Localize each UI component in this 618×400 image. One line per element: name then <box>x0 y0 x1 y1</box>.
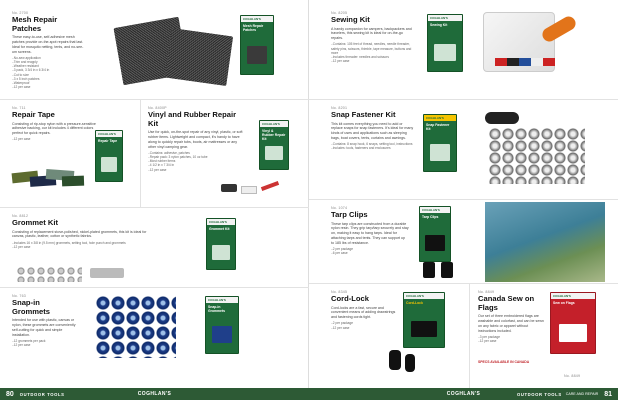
mesh-package: COGHLAN'S Mesh Repair Patches <box>240 15 274 75</box>
mesh-patch-image <box>165 28 233 86</box>
item-description: Consisting of rip-stop nylon with a pressure-sensitive adhesive backing, our kit includes 4 different colors perfect for quick repairs. <box>12 121 96 136</box>
grommet-kit-section <box>0 208 309 288</box>
grommet-rings-image <box>16 266 82 282</box>
snapin-grommets-section <box>0 288 309 388</box>
subsection-name: CARE AND REPAIR <box>565 392 599 396</box>
item-title: Grommet Kit <box>12 218 58 227</box>
item-number: No. 8201 <box>331 106 348 110</box>
item-bullets: – Contains: 8 snap hook, 6 snaps, setting tool, instructions – Includes: tools, fasteners and enclosures <box>331 142 415 150</box>
grommet-package: COGHLAN'S Grommet Kit <box>206 218 236 270</box>
item-bullets: – Contains: adhesive, patches – Repair pack: 3 nylon patches, 10 oz tube – Most rubber items – 4 1/2 in x 7 3/4 in – 12 per case <box>148 151 246 172</box>
item-number: No. 2700 <box>12 11 29 15</box>
item-bullets: – Contains: 105 feet of thread, needles, needle threader, safety pins, scissors, thimble, tape measure, buttons and more – Includes threader: needles and scissors – 12 per case <box>331 42 415 63</box>
page-number: 81 <box>604 390 612 398</box>
sewing-kit-section <box>309 0 618 100</box>
item-bullets: – 12 per case <box>12 137 96 141</box>
section-name: OUTDOOR TOOLS <box>517 391 562 397</box>
thread-spools-image <box>495 58 555 66</box>
item-description: Cord-locks are a fast, secure and convenient means of adding drawstrings and fastening cords tight. <box>331 305 396 320</box>
tarp-clip-image <box>441 262 453 278</box>
item-description: Intended for use with plastic, canvas or nylon, these grommets are conveniently self-cutting for quick and simple installation. <box>12 318 76 337</box>
item-bullets: – 3 per package – 12 per case <box>478 335 544 343</box>
item-bullets: – 2 per package – 12 per case <box>331 321 401 329</box>
flags-package: COGHLAN'S Sew on Flags <box>550 292 596 354</box>
item-bullets: – Includes 16 x 3/8 in (9.5 mm) grommets, setting tool, hole punch and grommets – 12 per case <box>12 241 152 249</box>
snap-package: COGHLAN'S Snap Fastener Kit <box>423 114 457 172</box>
snap-fastener-section <box>309 100 618 200</box>
item-title: Tarp Clips <box>331 210 368 219</box>
availability-note: SPECS AVAILABLE IN CANADA <box>478 360 530 364</box>
item-bullets: – 12 grommets per pack – 12 per case <box>12 339 78 347</box>
vinyl-package: COGHLAN'S Vinyl & Rubber Repair Kit <box>259 120 289 170</box>
item-title: Cord-Lock <box>331 294 369 303</box>
item-description: Use for quick, on-the-spot repair of any vinyl, plastic, or soft rubber items. Lightweight and compact, it's handy to have along to quickly repair tubs, boots, air mattresses or any other vinyl camping gear. <box>148 130 243 149</box>
item-number: No. 8400P <box>148 106 167 110</box>
cord-lock-image <box>389 350 401 370</box>
item-number: No. 8205 <box>331 11 348 15</box>
tape-swatch-image <box>62 176 84 187</box>
snapin-grommets-image <box>96 296 176 358</box>
snapin-package: COGHLAN'S Snap-in Grommets <box>205 296 239 354</box>
grommet-tool-image <box>90 268 124 278</box>
flags-caption: No. 8849 <box>564 374 581 378</box>
item-title: Snap Fastener Kit <box>331 110 396 119</box>
item-number: No. 8345 <box>331 290 348 294</box>
brand-logo: COGHLAN'S <box>446 391 481 397</box>
item-description: A handy companion for campers, backpackers and travelers, this sewing kit is ideal for on-the-go repairs. <box>331 26 412 41</box>
item-description: Consisting of replacement stove-polished, nickel-plated grommets, this kit is ideal for canvas, plastic, leather, cotton or synthetic fabrics. <box>12 229 147 239</box>
cord-lock-section <box>309 284 469 388</box>
brand-logo: COGHLAN'S <box>137 391 172 397</box>
tarp-clips-section <box>309 200 618 284</box>
item-description: These easy-to-use, self-adhesive mesh patches provide on-the-spot repairs that last. Ideal for mosquito netting, tents, and no-see-um screens. <box>12 35 84 54</box>
mesh-section <box>0 0 309 100</box>
right-page <box>309 0 618 400</box>
tarp-photo-image <box>485 202 605 282</box>
item-number: No. 8849 <box>478 290 495 294</box>
page-number: 80 <box>6 390 14 398</box>
repair-tape-package: COGHLAN'S Repair Tape <box>95 130 123 182</box>
item-number: No. 763 <box>12 294 26 298</box>
item-title: Snap-in Grommets <box>12 298 50 316</box>
item-description: Our set of three embroidered flags are washable and colorfast, and can be sewn on any fabric or apparel without instructions included. <box>478 314 544 333</box>
snap-fasteners-image <box>489 128 585 184</box>
item-bullets: – 2 per package – 6 per case <box>331 247 409 255</box>
snap-tool-image <box>485 112 519 124</box>
item-title: Sewing Kit <box>331 15 370 24</box>
sew-on-flags-section <box>469 284 618 388</box>
tarp-package: COGHLAN'S Tarp Clips <box>419 206 451 262</box>
item-number: No. 1074 <box>331 206 348 210</box>
item-number: No. 711 <box>12 106 26 110</box>
sewing-package: COGHLAN'S Sewing Kit <box>427 14 463 72</box>
item-title: Repair Tape <box>12 110 55 119</box>
item-title: Canada Sew on Flags <box>478 294 535 312</box>
vinyl-kit-contents-image <box>221 184 237 192</box>
item-title: Mesh Repair Patches <box>12 15 58 33</box>
vinyl-repair-section <box>140 100 309 208</box>
item-number: No. 8812 <box>12 214 29 218</box>
tarp-clip-image <box>423 262 435 278</box>
item-bullets: – No-sew application – Trim and reapply – Weather resistant – 3 pack, 3 3/4 in x 6 3/4 in – Cut to size – 3 x 5 inch patches – Waterproof – 12 per case <box>12 56 88 90</box>
section-name: OUTDOOR TOOLS <box>19 391 65 397</box>
item-description: These tarp clips are constructed from a durable nylon resin. They grip tarp/tarp securely and stay on, making it easy to hang tarps. Ideal for attaching tarps and tents. They can support up to 185 lbs of resistance. <box>331 221 409 245</box>
repair-tape-section <box>0 100 140 208</box>
cord-lock-package: COGHLAN'S Cord-Lock <box>403 292 445 348</box>
left-footer <box>0 388 309 400</box>
right-footer <box>309 388 618 400</box>
item-description: This kit comes everything you need to add or replace snaps for snap fasteners. It's ideal for many kinds of uses and applications such as sleeping bags, boat covers, tents, curtains and awnings. <box>331 121 414 140</box>
vinyl-kit-contents-image <box>241 186 257 194</box>
cord-lock-image <box>405 354 415 372</box>
vinyl-kit-contents-image <box>261 181 279 191</box>
item-title: Vinyl and Rubber Repair Kit <box>148 110 237 128</box>
